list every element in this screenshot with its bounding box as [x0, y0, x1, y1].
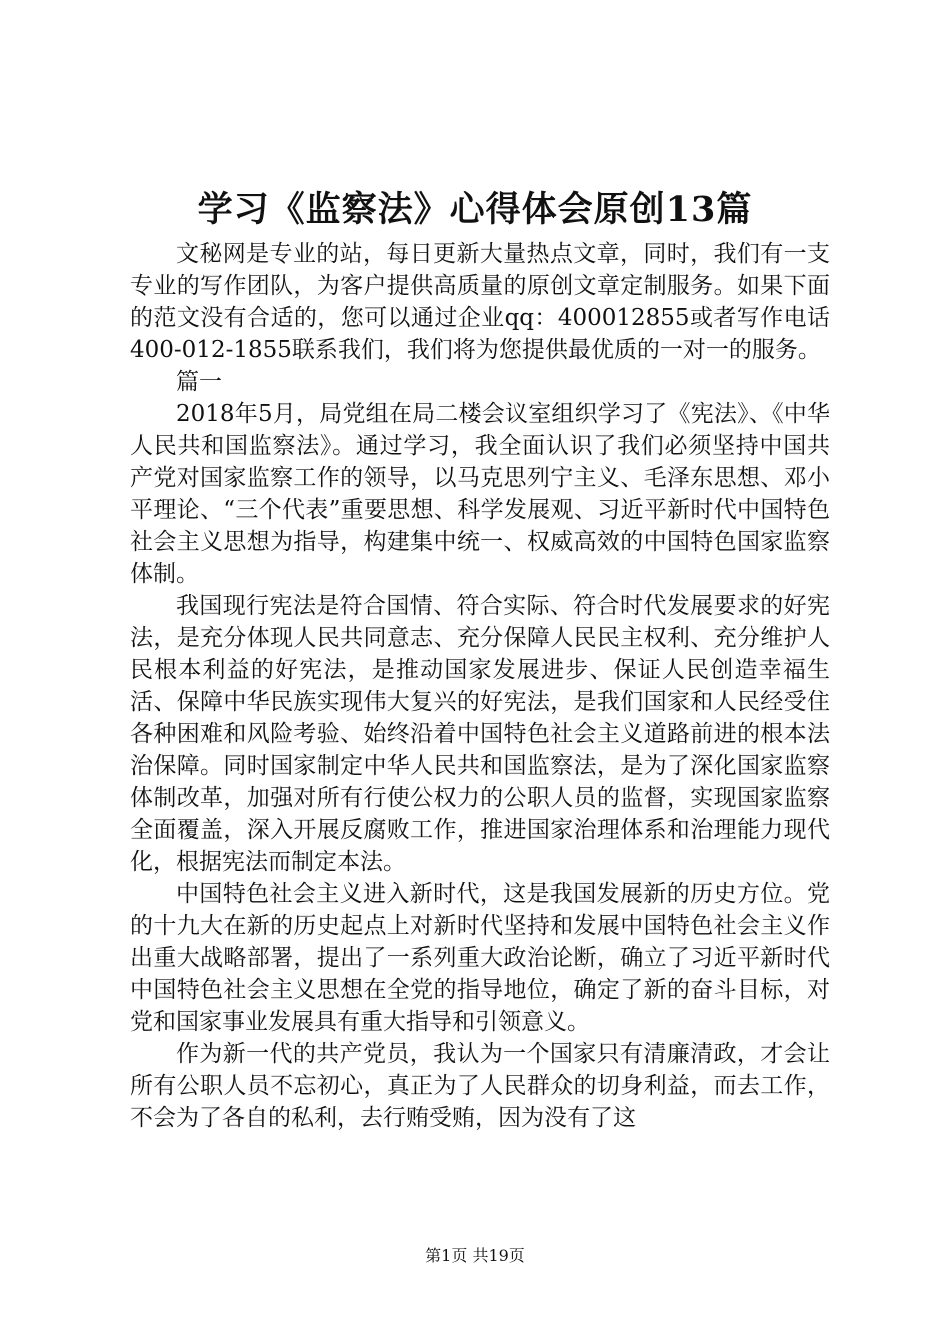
document-body: [130, 238, 830, 1134]
intro-paragraph: 文秘网是专业的站，每日更新大量热点文章，同时，我们有一支专业的写作团队，为客户提供高质量的原创文章定制服务。如果下面的范文没有合适的，您可以通过企业qq：400012855或者写作电话400-012-1855联系我们，我们将为您提供最优质的一对一的服务。: [130, 241, 830, 363]
body-paragraph: 中国特色社会主义进入新时代，这是我国发展新的历史方位。党的十九大在新的历史起点上对新时代坚持和发展中国特色社会主义作出重大战略部署，提出了一系列重大政治论断，确立了习近平新时代中国特色社会主义思想在全党的指导地位，确定了新的奋斗目标，对党和国家事业发展具有重大指导和引领意义。: [130, 881, 830, 1035]
body-paragraph: 我国现行宪法是符合国情、符合实际、符合时代发展要求的好宪法，是充分体现人民共同意志、充分保障人民民主权利、充分维护人民根本利益的好宪法，是推动国家发展进步、保证人民创造幸福生活、保障中华民族实现伟大复兴的好宪法，是我们国家和人民经受住各种困难和风险考验、始终沿着中国特色社会主义道路前进的根本法治保障。同时国家制定中华人民共和国监察法，是为了深化国家监察体制改革，加强对所有行使公权力的公职人员的监督，实现国家监察全面覆盖，深入开展反腐败工作，推进国家治理体系和治理能力现代化，根据宪法而制定本法。: [130, 593, 830, 875]
page-number-footer: 第1页 共19页: [425, 1246, 525, 1265]
body-paragraph: 作为新一代的共产党员，我认为一个国家只有清廉清政，才会让所有公职人员不忘初心，真正为了人民群众的切身利益，而去工作，不会为了各自的私利，去行贿受贿，因为没有了这: [130, 1041, 830, 1131]
section-heading: 篇一: [176, 369, 222, 395]
body-paragraph: 2018年5月，局党组在局二楼会议室组织学习了《宪法》、《中华人民共和国监察法》。通过学习，我全面认识了我们必须坚持中国共产党对国家监察工作的领导，以马克思列宁主义、毛泽东思想、邓小平理论、“三个代表”重要思想、科学发展观、习近平新时代中国特色社会主义思想为指导，构建集中统一、权威高效的中国特色国家监察体制。: [130, 401, 830, 587]
document-title: 学习《监察法》心得体会原创13篇: [197, 189, 753, 230]
